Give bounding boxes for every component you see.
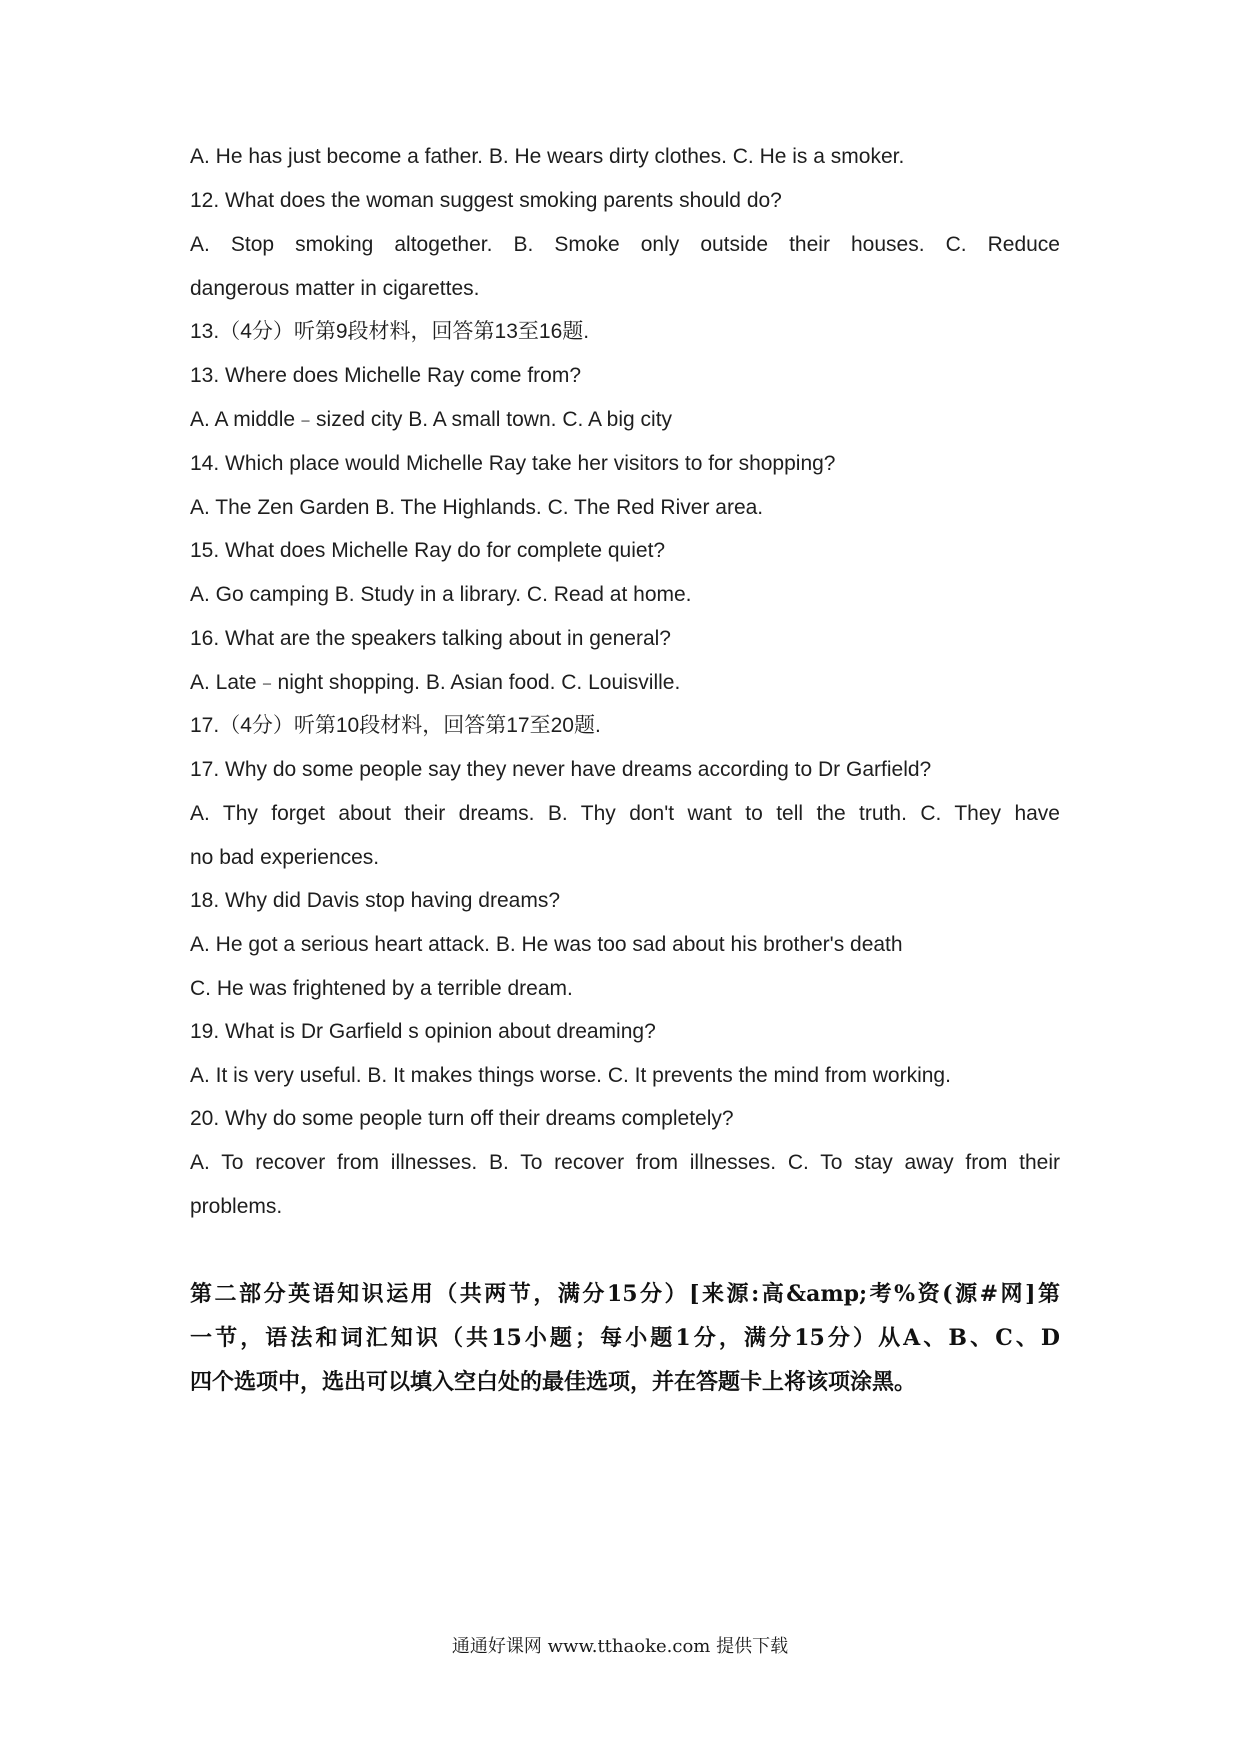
q18-options-line1: A. He got a serious heart attack. B. He was too sad about his brother's death xyxy=(190,933,903,956)
part-two-heading-line1: 第二部分英语知识运用（共两节，满分15分）[来源:高&amp;考%资(源#网]第 xyxy=(190,1281,1060,1307)
section-10-instruction: 17.（4分）听第10段材料，回答第17至20题. xyxy=(190,714,601,737)
q18-question: 18. Why did Davis stop having dreams? xyxy=(190,889,561,912)
q14-options: A. The Zen Garden B. The Highlands. C. The Red River area. xyxy=(190,496,764,519)
q19-question: 19. What is Dr Garfield s opinion about dreaming? xyxy=(190,1020,656,1043)
part-two-heading-line3: 四个选项中，选出可以填入空白处的最佳选项，并在答题卡上将该项涂黑。 xyxy=(190,1369,917,1395)
q12-options-line1: A. Stop smoking altogether. B. Smoke only outside their houses. C. Reduce xyxy=(190,233,1060,256)
q17-options-line2: no bad experiences. xyxy=(190,846,380,869)
q17-options-line1: A. Thy forget about their dreams. B. Thy don't want to tell the truth. C. They have xyxy=(190,802,1060,825)
q13-question: 13. Where does Michelle Ray come from? xyxy=(190,364,581,387)
section-9-instruction: 13.（4分）听第9段材料，回答第13至16题. xyxy=(190,320,590,343)
page-footer: 通通好课网 www.tthaoke.com 提供下载 xyxy=(451,1636,789,1657)
q20-options-line1: A. To recover from illnesses. B. To recover from illnesses. C. To stay away from their xyxy=(190,1151,1060,1174)
q20-question: 20. Why do some people turn off their dreams completely? xyxy=(190,1107,734,1130)
part-two-heading-line2: 一节，语法和词汇知识（共15小题；每小题1分，满分15分）从A、B、C、D xyxy=(190,1325,1060,1351)
q16-question: 16. What are the speakers talking about in general? xyxy=(190,627,671,650)
q12-options-line2: dangerous matter in cigarettes. xyxy=(190,277,480,300)
q14-question: 14. Which place would Michelle Ray take her visitors to for shopping? xyxy=(190,452,836,475)
q17-question: 17. Why do some people say they never have dreams according to Dr Garfield? xyxy=(190,758,932,781)
q16-options: A. Late﹣night shopping. B. Asian food. C. Louisville. xyxy=(190,671,681,694)
q12-question: 12. What does the woman suggest smoking parents should do? xyxy=(190,189,782,212)
q11-options: A. He has just become a father. B. He wears dirty clothes. C. He is a smoker. xyxy=(190,145,905,168)
q13-options: A. A middle﹣sized city B. A small town. C. A big city xyxy=(190,408,673,431)
q18-options-line2: C. He was frightened by a terrible dream. xyxy=(190,977,573,1000)
q15-question: 15. What does Michelle Ray do for complete quiet? xyxy=(190,539,666,562)
q19-options: A. It is very useful. B. It makes things worse. C. It prevents the mind from working. xyxy=(190,1064,951,1087)
q20-options-line2: problems. xyxy=(190,1195,283,1218)
q15-options: A. Go camping B. Study in a library. C. Read at home. xyxy=(190,583,692,606)
